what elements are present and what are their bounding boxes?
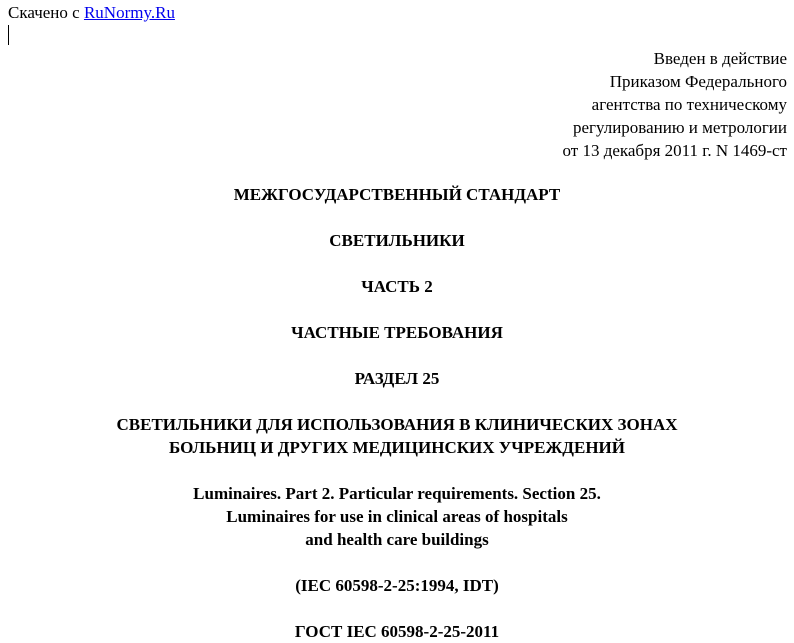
approval-line: Введен в действие [653,49,787,68]
approval-line: от 13 декабря 2011 г. N 1469-ст [562,141,787,160]
approval-line: регулированию и метрологии [572,118,787,137]
iec-reference: (IEC 60598-2-25:1994, IDT) [295,576,499,595]
standard-type: МЕЖГОСУДАРСТВЕННЫЙ СТАНДАРТ [233,185,561,204]
approval-line: Приказом Федерального [609,72,787,91]
section-title-line: СВЕТИЛЬНИКИ ДЛЯ ИСПОЛЬЗОВАНИЯ В КЛИНИЧЕСКИХ ЗОНАХ [116,415,678,434]
document-subtitle: ЧАСТНЫЕ ТРЕБОВАНИЯ [291,323,503,342]
source-link[interactable]: RuNormy.Ru [83,3,175,22]
approval-block [562,47,787,162]
text-cursor [8,25,9,45]
source-line [8,3,175,22]
section-title-line: БОЛЬНИЦ И ДРУГИХ МЕДИЦИНСКИХ УЧРЕЖДЕНИЙ [168,438,625,457]
english-title-line: and health care buildings [305,530,489,549]
document-section: РАЗДЕЛ 25 [354,369,440,388]
gost-number: ГОСТ IEC 60598-2-25-2011 [294,622,500,641]
approval-line: агентства по техническому [591,95,787,114]
english-title-line: Luminaires. Part 2. Particular requirements. Section 25. [193,484,601,503]
document-title: СВЕТИЛЬНИКИ [329,231,465,250]
source-prefix: Скачено с [8,3,84,22]
document-part: ЧАСТЬ 2 [361,277,433,296]
english-title-line: Luminaires for use in clinical areas of hospitals [226,507,568,526]
